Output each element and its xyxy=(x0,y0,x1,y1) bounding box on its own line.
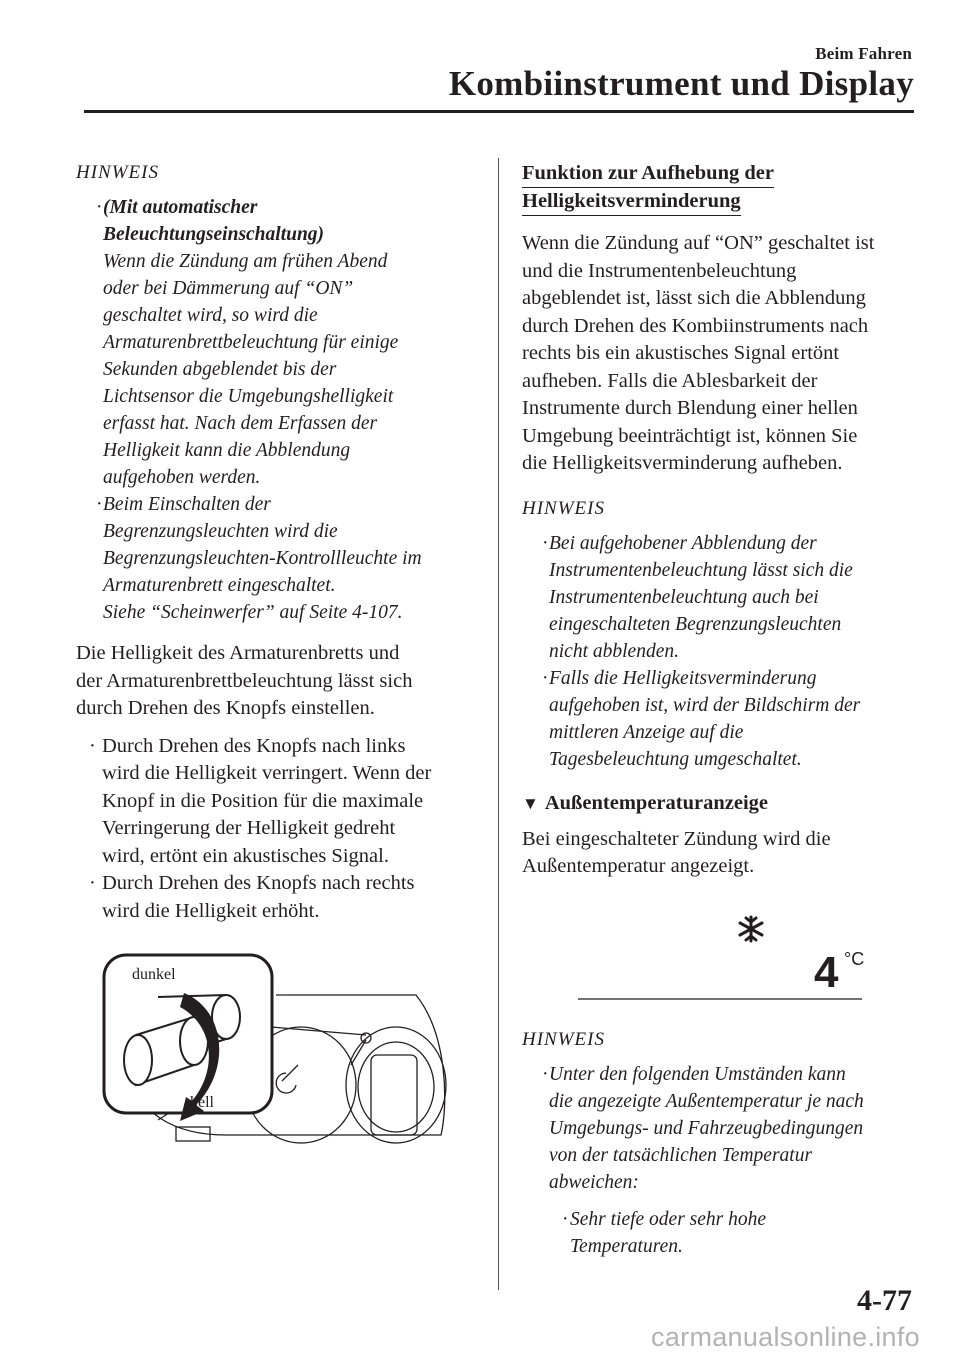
note-line: geschaltet wird, so wird die xyxy=(103,305,318,326)
subsection-heading xyxy=(522,789,922,818)
dimmer-knob-illustration xyxy=(76,935,476,1175)
paragraph-line: Außentemperatur angezeigt. xyxy=(522,855,755,877)
note-line: Tagesbeleuchtung umgeschaltet. xyxy=(549,748,802,770)
note-item xyxy=(522,1061,922,1196)
bullet-icon: · xyxy=(562,1208,569,1230)
paragraph-line: Umgebung beeinträchtigt ist, können Sie xyxy=(522,424,858,447)
bullet-icon: · xyxy=(542,532,549,554)
note-heading: HINWEIS xyxy=(76,162,159,183)
header-section: Beim Fahren xyxy=(815,44,912,63)
page-number: 4-77 xyxy=(857,1284,912,1317)
note-list xyxy=(76,194,476,626)
note-line: von der tatsächlichen Temperatur xyxy=(549,1144,813,1166)
note-line: Helligkeit kann die Abblendung xyxy=(103,440,351,461)
paragraph-line: durch Drehen des Kombiinstruments nach xyxy=(522,314,869,337)
temperature-value: 4 xyxy=(814,947,839,997)
section-heading xyxy=(522,160,922,216)
paragraph-line: Wenn die Zündung auf “ON” geschaltet ist xyxy=(522,232,875,254)
note-line: Beim Einschalten der xyxy=(103,494,271,515)
list-line: wird, ertönt ein akustisches Signal. xyxy=(102,844,389,867)
paragraph-line: Die Helligkeit des Armaturenbretts und xyxy=(76,642,400,664)
bullet-icon: · xyxy=(542,1063,549,1085)
note-line: Bei aufgehobener Abblendung der xyxy=(549,532,817,554)
dimming-cancel-paragraph xyxy=(522,230,922,478)
snowflake-icon xyxy=(740,917,762,941)
brightness-paragraph xyxy=(76,640,476,723)
brightness-bullets xyxy=(76,733,476,926)
bullet-icon: · xyxy=(96,494,103,515)
note-line: Lichtsensor die Umgebungshelligkeit xyxy=(103,386,394,407)
note-line: Begrenzungsleuchten wird die xyxy=(103,521,338,542)
note-line: Unter den folgenden Umständen kann xyxy=(549,1063,846,1085)
section-heading-line: Helligkeitsverminderung xyxy=(522,188,741,216)
note-line: mittleren Anzeige auf die xyxy=(549,721,744,743)
note-line: die angezeigte Außentemperatur je nach xyxy=(549,1090,864,1112)
note-line: Instrumentenbeleuchtung auch bei xyxy=(549,586,819,608)
label-dark: dunkel xyxy=(132,966,176,983)
note-item xyxy=(522,665,922,773)
note-item xyxy=(76,491,476,626)
paragraph-line: durch Drehen des Knopfs einstellen. xyxy=(76,697,375,719)
list-line: wird die Helligkeit verringert. Wenn der xyxy=(102,762,432,784)
right-column xyxy=(522,160,922,1260)
header-rule xyxy=(84,110,914,113)
note-line: aufgehoben ist, wird der Bildschirm der xyxy=(549,694,861,716)
note-line: Temperaturen. xyxy=(570,1235,683,1257)
list-line: Knopf in die Position für die maximale xyxy=(102,789,424,812)
note-line: (Mit automatischer xyxy=(103,197,258,218)
note-line: Umgebungs- und Fahrzeugbedingungen xyxy=(549,1117,864,1139)
list-line: wird die Helligkeit erhöht. xyxy=(102,899,320,922)
bullet-icon: · xyxy=(542,667,549,689)
page-title: Kombiinstrument und Display xyxy=(448,64,914,103)
outside-temperature-display xyxy=(522,891,922,1003)
note-item xyxy=(522,530,922,665)
watermark: carmanualsonline.info xyxy=(651,1322,920,1352)
note-line: Instrumentenbeleuchtung lässt sich die xyxy=(549,559,853,581)
note-line: Wenn die Zündung am frühen Abend xyxy=(103,251,388,272)
left-column xyxy=(76,160,476,1175)
note-line: Armaturenbrett eingeschaltet. xyxy=(103,575,336,596)
paragraph-line: die Helligkeitsverminderung aufheben. xyxy=(522,452,843,474)
note-line: Siehe “Scheinwerfer” auf Seite 4-107. xyxy=(103,602,403,623)
note-sublist xyxy=(522,1206,922,1260)
note-line: eingeschalteten Begrenzungsleuchten xyxy=(549,613,842,635)
list-item xyxy=(76,870,476,925)
list-item xyxy=(76,733,476,871)
note-line: abweichen: xyxy=(549,1171,639,1193)
paragraph-line: abgeblendet ist, lässt sich die Abblendung xyxy=(522,287,866,309)
paragraph-line: rechts bis ein akustisches Signal ertönt xyxy=(522,342,840,364)
temperature-unit: °C xyxy=(844,948,865,969)
list-line: Durch Drehen des Knopfs nach links xyxy=(102,734,406,757)
note-line: aufgehoben werden. xyxy=(103,467,261,488)
note-line: Begrenzungsleuchten-Kontrollleuchte im xyxy=(103,548,422,569)
label-bright: hell xyxy=(190,1094,214,1111)
note-line: nicht abblenden. xyxy=(549,640,679,662)
note-list xyxy=(522,530,922,773)
column-divider xyxy=(498,158,499,1290)
list-line: Durch Drehen des Knopfs nach rechts xyxy=(102,872,415,894)
note-line: Falls die Helligkeitsverminderung xyxy=(549,667,817,689)
note-line: Beleuchtungseinschaltung) xyxy=(103,224,325,245)
paragraph-line: aufheben. Falls die Ablesbarkeit der xyxy=(522,369,818,392)
note-heading: HINWEIS xyxy=(522,1028,605,1050)
section-heading-line: Funktion zur Aufhebung der xyxy=(522,160,774,188)
note-item xyxy=(76,194,476,491)
bullet-icon: · xyxy=(89,734,96,757)
note-subitem xyxy=(522,1206,922,1260)
paragraph-line: der Armaturenbrettbeleuchtung lässt sich xyxy=(76,669,413,692)
bullet-icon: · xyxy=(96,197,103,218)
note-heading: HINWEIS xyxy=(522,497,605,519)
paragraph-line: Instrumente durch Blendung einer hellen xyxy=(522,397,858,419)
bullet-icon: · xyxy=(89,872,96,894)
note-line: erfasst hat. Nach dem Erfassen der xyxy=(103,413,378,434)
note-list xyxy=(522,1061,922,1196)
note-line: Sekunden abgeblendet bis der xyxy=(103,359,337,380)
subsection-title: Außentemperaturanzeige xyxy=(544,791,769,814)
paragraph-line: Bei eingeschalteter Zündung wird die xyxy=(522,827,831,850)
note-line: Armaturenbrettbeleuchtung für einige xyxy=(103,332,399,353)
note-line: Sehr tiefe oder sehr hohe xyxy=(570,1208,767,1230)
list-line: Verringerung der Helligkeit gedreht xyxy=(102,817,396,839)
temperature-paragraph xyxy=(522,826,922,881)
triangle-down-icon: ▼ xyxy=(522,793,539,813)
note-line: oder bei Dämmerung auf “ON” xyxy=(103,278,354,299)
paragraph-line: und die Instrumentenbeleuchtung xyxy=(522,259,797,282)
